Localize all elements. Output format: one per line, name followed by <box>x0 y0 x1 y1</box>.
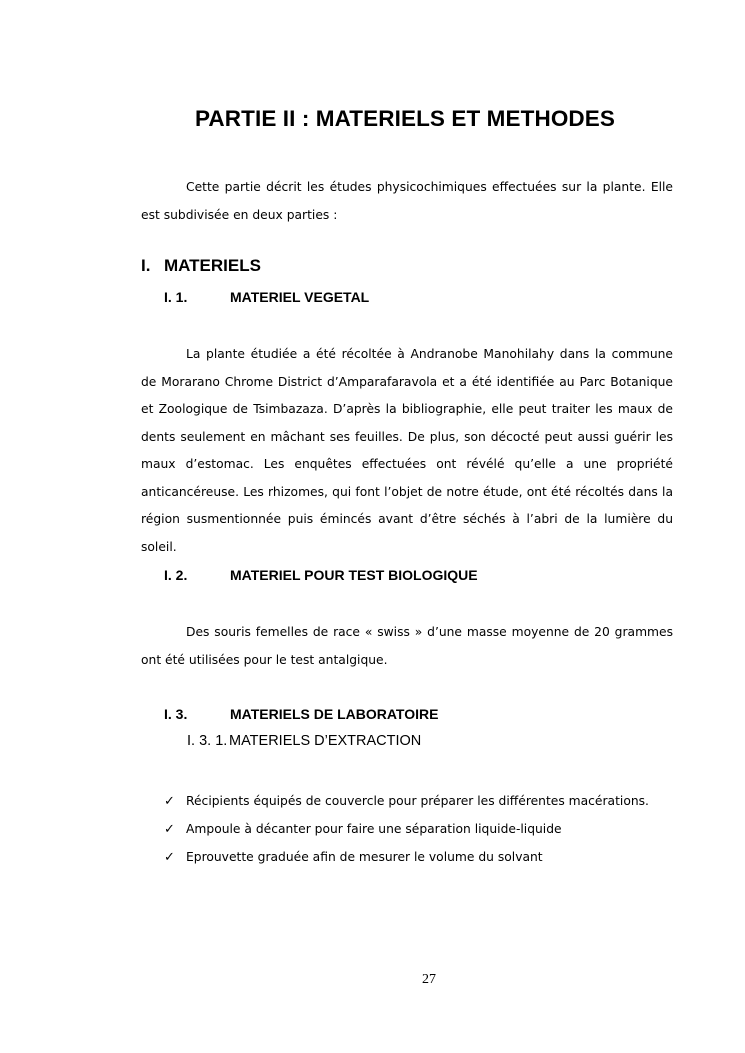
page-title: PARTIE II : MATERIELS ET METHODES <box>195 106 615 131</box>
list-item <box>164 815 649 843</box>
section-title: MATERIELS <box>164 256 261 275</box>
section-number: I. <box>141 256 151 275</box>
subsubsection-number: I. 3. 1. <box>187 733 228 749</box>
subsection-heading-materiel-vegetal <box>164 289 369 305</box>
extraction-materials-list <box>164 787 649 871</box>
list-item <box>164 843 649 871</box>
checkmark-icon: ✓ <box>164 794 175 809</box>
checkmark-icon: ✓ <box>164 822 175 837</box>
subsection-number: I. 2. <box>164 567 188 583</box>
subsubsection-heading-extraction <box>187 733 421 749</box>
subsection-number: I. 1. <box>164 289 188 305</box>
page-number: 27 <box>422 972 436 987</box>
subsubsection-title: MATERIELS D’EXTRACTION <box>229 733 422 749</box>
subsection-number: I. 3. <box>164 706 188 722</box>
list-item-text: Ampoule à décanter pour faire une séparation liquide-liquide <box>186 822 562 836</box>
list-item-text: Récipients équipés de couvercle pour préparer les différentes macérations. <box>186 794 649 808</box>
subsection-title: MATERIELS DE LABORATOIRE <box>230 706 439 722</box>
test-biologique-paragraph: Des souris femelles de race « swiss » d’une masse moyenne de 20 grammes ont été utilisées pour le test antalgique. <box>141 625 673 667</box>
materiel-vegetal-paragraph: La plante étudiée a été récoltée à Andranobe Manohilahy dans la commune de Morarano Chrome District d’Amparafaravola et a été identifiée au Parc Botanique et Zoologique de Tsimbazaza. D’après la bibliographie, elle peut traiter les maux de dents seulement en mâchant ses feuilles. De plus, son décocté peut aussi guérir les maux d’estomac. Les enquêtes effectuées ont révélé qu’elle a une propriété anticancéreuse. Les rhizomes, qui font l’objet de notre étude, ont été récoltés dans la région susmentionnée puis émincés avant d’être séchés à l’abri de la lumière du soleil. <box>141 347 673 554</box>
subsection-title: MATERIEL VEGETAL <box>230 289 370 305</box>
subsection-heading-test-biologique <box>164 567 478 583</box>
list-item-text: Eprouvette graduée afin de mesurer le volume du solvant <box>186 850 543 864</box>
checkmark-icon: ✓ <box>164 850 175 865</box>
subsection-title: MATERIEL POUR TEST BIOLOGIQUE <box>230 567 478 583</box>
subsection-heading-laboratoire <box>164 706 438 722</box>
list-item <box>164 787 649 815</box>
section-heading-materiels <box>141 256 261 276</box>
intro-paragraph: Cette partie décrit les études physicochimiques effectuées sur la plante. Elle est subdivisée en deux parties : <box>141 180 673 222</box>
